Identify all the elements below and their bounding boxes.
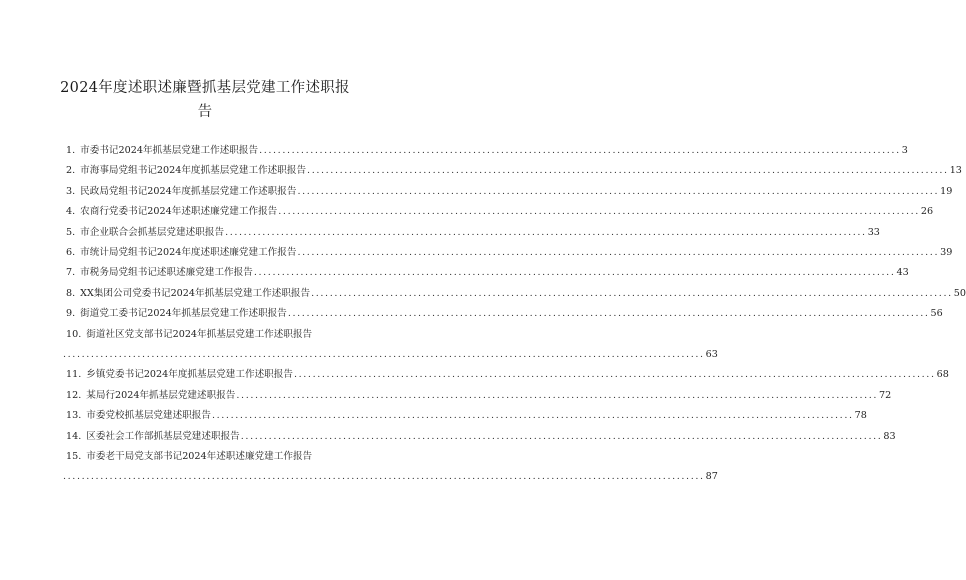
toc-line bbox=[66, 162, 962, 180]
toc-line bbox=[66, 285, 966, 303]
toc-number: 14. bbox=[66, 430, 82, 442]
toc-leader-dots bbox=[241, 428, 883, 446]
toc-number: 13. bbox=[66, 410, 82, 422]
toc-number: 2. bbox=[66, 165, 76, 177]
toc-leader-dots bbox=[307, 162, 949, 180]
toc-number: 15. bbox=[66, 451, 82, 462]
toc-page-number: 39 bbox=[940, 247, 953, 258]
toc-title: 区委社会工作部抓基层党建述职报告 bbox=[86, 430, 240, 442]
toc-line bbox=[66, 183, 953, 201]
toc-leader-dots bbox=[288, 305, 930, 323]
toc-page-number: 78 bbox=[854, 410, 867, 422]
toc-title: 乡镇党委书记2024年度抓基层党建工作述职报告 bbox=[86, 369, 293, 381]
toc-title: 市企业联合会抓基层党建述职报告 bbox=[80, 226, 225, 238]
toc-title: XX集团公司党委书记2024年抓基层党建工作述职报告 bbox=[80, 287, 311, 299]
toc-leader-dots bbox=[297, 183, 939, 201]
toc-page-number: 33 bbox=[867, 226, 880, 238]
toc-leader-dots bbox=[63, 468, 705, 486]
toc-line bbox=[66, 407, 867, 425]
toc-leader-dots bbox=[212, 407, 854, 425]
toc-title: 街道社区党支部书记2024年抓基层党建工作述职报告 bbox=[86, 328, 313, 340]
toc-leader-dots bbox=[311, 285, 953, 303]
toc-page-number: 63 bbox=[705, 348, 718, 360]
toc-leader-dots bbox=[236, 387, 878, 405]
toc-line bbox=[66, 305, 943, 323]
toc-line-continuation bbox=[62, 346, 718, 364]
toc-line bbox=[66, 448, 358, 466]
toc-number: 8. bbox=[66, 287, 76, 299]
toc-number: 4. bbox=[66, 206, 76, 218]
document-title-line-2: 告 bbox=[197, 104, 213, 120]
toc-page-number: 19 bbox=[940, 185, 953, 197]
toc-leader-dots bbox=[225, 224, 867, 242]
toc-page-number: 72 bbox=[879, 389, 892, 401]
toc-page-number: 50 bbox=[953, 287, 966, 299]
toc-page-number: 83 bbox=[883, 430, 896, 442]
toc-line bbox=[66, 326, 358, 344]
toc-title: 民政局党组书记2024年度抓基层党建工作述职报告 bbox=[80, 185, 297, 197]
toc-number: 1. bbox=[66, 145, 76, 156]
toc-leader-dots bbox=[278, 203, 920, 221]
toc-number: 6. bbox=[66, 247, 76, 258]
toc-line-continuation bbox=[62, 468, 718, 486]
toc-page-number: 43 bbox=[896, 267, 909, 279]
toc-line bbox=[66, 224, 880, 242]
document-title bbox=[40, 76, 370, 124]
toc-title: 市委党校抓基层党建述职报告 bbox=[86, 410, 211, 422]
toc-leader-dots bbox=[254, 264, 896, 282]
toc-number: 3. bbox=[66, 185, 76, 197]
toc-title: 农商行党委书记2024年述职述廉党建工作报告 bbox=[80, 206, 278, 218]
toc-leader-dots bbox=[259, 142, 901, 160]
toc-number: 12. bbox=[66, 389, 82, 401]
toc-line bbox=[66, 203, 934, 221]
toc-page-number: 26 bbox=[920, 206, 934, 218]
toc-page-number: 68 bbox=[936, 369, 949, 381]
toc-title: 市统计局党组书记2024年度述职述廉党建工作报告 bbox=[80, 247, 297, 258]
document-title-line-1: 2024年度述职述廉暨抓基层党建工作述职报 bbox=[60, 80, 350, 96]
toc-line bbox=[66, 428, 896, 446]
toc-leader-dots bbox=[297, 244, 939, 262]
toc-number: 9. bbox=[66, 308, 76, 320]
toc-number: 7. bbox=[66, 267, 76, 279]
toc-title: 市委老干局党支部书记2024年述职述廉党建工作报告 bbox=[86, 451, 313, 462]
toc-line bbox=[66, 366, 949, 384]
toc-line bbox=[66, 264, 909, 282]
toc-title: 某局行2024年抓基层党建述职报告 bbox=[86, 389, 236, 401]
toc-number: 10. bbox=[66, 328, 82, 340]
toc-leader-dots bbox=[294, 366, 936, 384]
toc-line bbox=[66, 244, 953, 262]
toc-title: 市委书记2024年抓基层党建工作述职报告 bbox=[80, 145, 259, 156]
toc-title: 市税务局党组书记述职述廉党建工作报告 bbox=[80, 267, 253, 279]
toc-page-number: 3 bbox=[901, 145, 908, 156]
toc-leader-dots bbox=[63, 346, 705, 364]
toc-page-number: 87 bbox=[705, 471, 718, 483]
toc-title: 街道党工委书记2024年抓基层党建工作述职报告 bbox=[80, 308, 287, 320]
toc-line bbox=[66, 387, 892, 405]
toc-number: 11. bbox=[66, 369, 82, 381]
toc-number: 5. bbox=[66, 226, 76, 238]
toc-line bbox=[66, 142, 908, 160]
toc-page-number: 56 bbox=[930, 308, 943, 320]
toc-title: 市海事局党组书记2024年度抓基层党建工作述职报告 bbox=[80, 165, 307, 177]
toc-page-number: 13 bbox=[949, 165, 962, 177]
